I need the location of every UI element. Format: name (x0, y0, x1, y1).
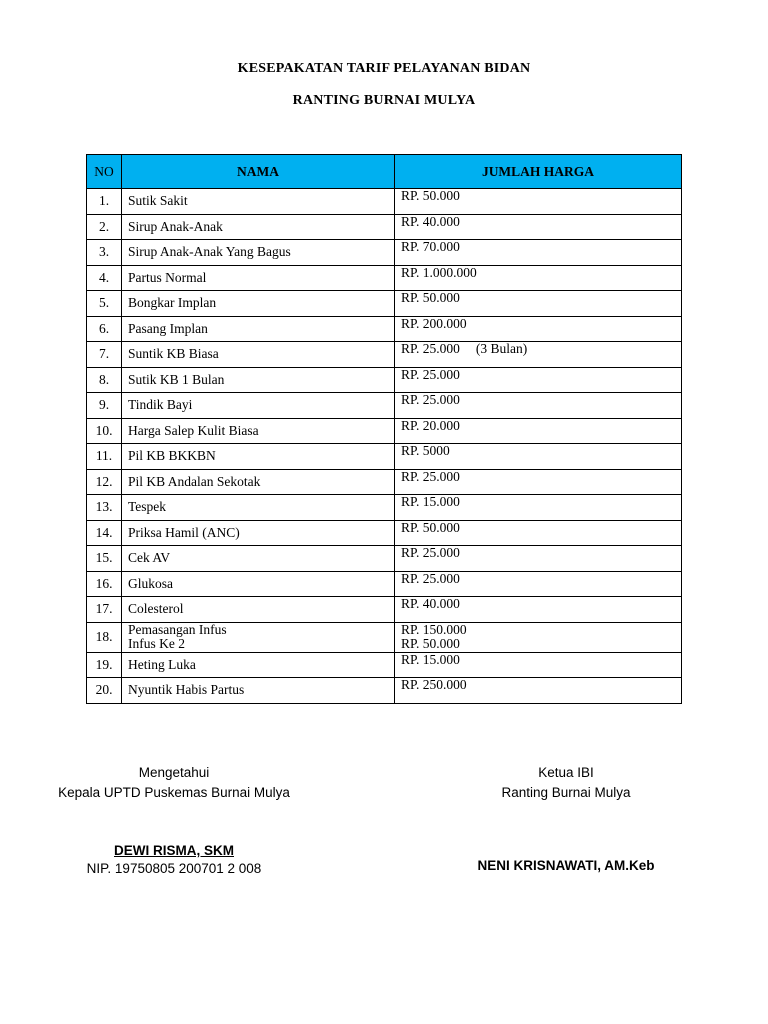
row-harga (395, 495, 682, 521)
price-value (401, 368, 675, 382)
price-text: RP. 40.000 (401, 213, 460, 229)
row-nama (122, 520, 395, 546)
row-harga (395, 367, 682, 393)
table-row (87, 520, 682, 546)
service-name: Partus Normal (128, 269, 207, 285)
row-number: 18. (87, 622, 122, 652)
price-text: RP. 25.000 (401, 570, 460, 586)
table-row (87, 418, 682, 444)
price-text: RP. 25.000 (401, 468, 460, 484)
row-nama (122, 678, 395, 704)
price-value (401, 623, 675, 637)
table-row (87, 571, 682, 597)
row-number: 8. (87, 367, 122, 393)
table-row (87, 316, 682, 342)
row-number: 9. (87, 393, 122, 419)
service-name: Bongkar Implan (128, 295, 217, 311)
table-row (87, 678, 682, 704)
row-nama (122, 240, 395, 266)
header-jumlah-harga: JUMLAH HARGA (395, 155, 682, 189)
price-value (401, 419, 675, 433)
service-name: Glukosa (128, 575, 173, 591)
price-text: RP. 25.000 (401, 392, 460, 407)
row-number: 11. (87, 444, 122, 470)
service-name: Cek AV (128, 550, 171, 566)
table-row (87, 597, 682, 623)
row-harga (395, 469, 682, 495)
service-name: Pil KB BKKBN (128, 448, 216, 464)
price-text: RP. 50.000 (401, 290, 460, 305)
price-text: RP. 1.000.000 (401, 264, 477, 280)
price-value (401, 393, 675, 407)
table-row (87, 495, 682, 521)
row-harga (395, 393, 682, 419)
row-nama (122, 571, 395, 597)
table-row (87, 265, 682, 291)
row-number: 19. (87, 652, 122, 678)
row-number: 16. (87, 571, 122, 597)
price-text: RP. 250.000 (401, 677, 467, 692)
row-harga (395, 678, 682, 704)
service-name: Pasang Implan (128, 320, 208, 336)
price-value (401, 342, 675, 356)
header-nama: NAMA (122, 155, 395, 189)
row-number: 1. (87, 189, 122, 215)
header-no: NO (87, 155, 122, 189)
row-number: 17. (87, 597, 122, 623)
price-note: (3 Bulan) (475, 341, 528, 356)
row-number: 2. (87, 214, 122, 240)
price-text: RP. 15.000 (401, 651, 460, 667)
price-text: RP. 25.000 (401, 545, 460, 560)
price-value (401, 521, 675, 535)
table-row (87, 342, 682, 368)
service-name: Sirup Anak-Anak (128, 218, 223, 234)
price-text: RP. 50.000 (401, 635, 460, 651)
price-value (401, 678, 675, 692)
table-row (87, 652, 682, 678)
row-harga (395, 546, 682, 572)
service-name: Infus Ke 2 (128, 636, 185, 651)
price-value (401, 637, 675, 651)
row-harga (395, 571, 682, 597)
row-number: 5. (87, 291, 122, 317)
row-nama (122, 393, 395, 419)
row-harga (395, 418, 682, 444)
price-text: RP. 70.000 (401, 239, 460, 254)
row-nama (122, 652, 395, 678)
left-signature-block (56, 763, 292, 803)
row-harga (395, 444, 682, 470)
service-name: Harga Salep Kulit Biasa (128, 422, 259, 438)
price-text: RP. 50.000 (401, 188, 460, 203)
price-value (401, 495, 675, 509)
row-harga (395, 342, 682, 368)
row-nama (122, 342, 395, 368)
service-name: Sirup Anak-Anak Yang Bagus (128, 244, 291, 260)
price-value (401, 215, 675, 229)
row-number: 13. (87, 495, 122, 521)
row-number: 12. (87, 469, 122, 495)
table-row (87, 291, 682, 317)
right-signature-block (486, 763, 646, 803)
row-number: 15. (87, 546, 122, 572)
table-row (87, 214, 682, 240)
price-value (401, 240, 675, 254)
row-nama (122, 469, 395, 495)
row-nama (122, 316, 395, 342)
row-harga (395, 520, 682, 546)
row-nama (122, 214, 395, 240)
price-value (401, 653, 675, 667)
row-number: 3. (87, 240, 122, 266)
row-harga (395, 189, 682, 215)
row-nama (122, 444, 395, 470)
table-row (87, 367, 682, 393)
price-text: RP. 50.000 (401, 519, 460, 535)
price-value (401, 546, 675, 560)
price-value (401, 572, 675, 586)
row-number: 10. (87, 418, 122, 444)
service-name: Sutik KB 1 Bulan (128, 371, 225, 387)
service-name: Nyuntik Habis Partus (128, 682, 245, 698)
row-harga (395, 316, 682, 342)
table-header-row (87, 155, 682, 189)
row-nama (122, 189, 395, 215)
row-harga (395, 652, 682, 678)
service-name: Priksa Hamil (ANC) (128, 524, 240, 540)
document-subtitle: RANTING BURNAI MULYA (292, 93, 476, 108)
left-sign-line1: Mengetahui (138, 765, 210, 780)
right-sign-line1: Ketua IBI (538, 765, 594, 780)
row-nama (122, 367, 395, 393)
left-sign-line2: Kepala UPTD Puskemas Burnai Mulya (58, 785, 290, 800)
price-text: RP. 25.000 (401, 341, 460, 356)
price-text: RP. 5000 (401, 443, 450, 458)
service-name: Colesterol (128, 601, 184, 617)
row-harga (395, 597, 682, 623)
row-harga (395, 291, 682, 317)
row-number: 7. (87, 342, 122, 368)
table-row (87, 240, 682, 266)
right-signatory-name: NENI KRISNAWATI, AM.Keb (477, 858, 655, 873)
row-number: 20. (87, 678, 122, 704)
left-signatory-nip: NIP. 19750805 200701 2 008 (86, 861, 262, 876)
table-row (87, 189, 682, 215)
table-row (87, 622, 682, 652)
service-name: Tindik Bayi (128, 397, 193, 413)
price-value (401, 444, 675, 458)
row-nama (122, 265, 395, 291)
row-harga (395, 622, 682, 652)
row-nama (122, 546, 395, 572)
service-name: Tespek (128, 499, 167, 515)
price-text: RP. 20.000 (401, 417, 460, 433)
price-value (401, 291, 675, 305)
row-harga (395, 240, 682, 266)
table-row (87, 469, 682, 495)
right-sign-line2: Ranting Burnai Mulya (501, 785, 631, 800)
service-name: Pemasangan Infus (128, 622, 227, 637)
price-value (401, 266, 675, 280)
price-value (401, 470, 675, 484)
price-value (401, 317, 675, 331)
row-number: 6. (87, 316, 122, 342)
price-text: RP. 40.000 (401, 596, 460, 611)
row-number: 4. (87, 265, 122, 291)
price-value (401, 597, 675, 611)
price-text: RP. 150.000 (401, 621, 467, 637)
row-number: 14. (87, 520, 122, 546)
price-text: RP. 25.000 (401, 366, 460, 382)
row-harga (395, 214, 682, 240)
document-title: KESEPAKATAN TARIF PELAYANAN BIDAN (237, 61, 531, 76)
service-name: Suntik KB Biasa (128, 346, 219, 362)
row-nama (122, 418, 395, 444)
left-signatory (56, 842, 292, 878)
price-value (401, 189, 675, 203)
row-harga (395, 265, 682, 291)
left-signatory-name: DEWI RISMA, SKM (114, 843, 234, 858)
price-text: RP. 200.000 (401, 315, 467, 331)
row-nama (122, 291, 395, 317)
row-nama (122, 622, 395, 652)
service-name: Pil KB Andalan Sekotak (128, 473, 261, 489)
service-name: Sutik Sakit (128, 193, 188, 209)
table-row (87, 546, 682, 572)
price-text: RP. 15.000 (401, 494, 460, 509)
row-nama (122, 495, 395, 521)
table-row (87, 393, 682, 419)
service-name: Heting Luka (128, 656, 196, 672)
row-nama (122, 597, 395, 623)
table-row (87, 444, 682, 470)
tariff-table (86, 154, 682, 704)
